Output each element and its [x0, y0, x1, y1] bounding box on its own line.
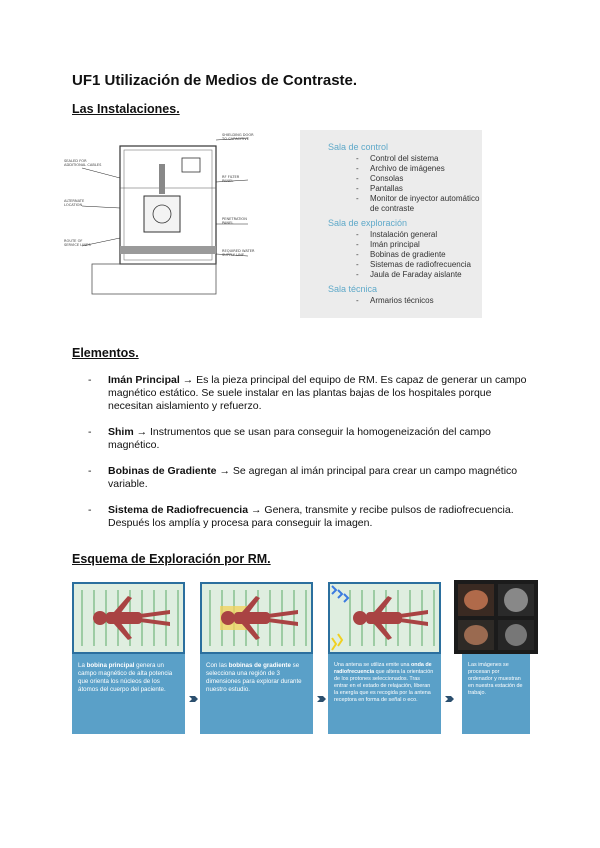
scheme-step-2-image	[200, 582, 313, 654]
svg-text:RF FILTER: RF FILTER	[222, 175, 240, 179]
svg-text:LOCATION: LOCATION	[64, 203, 83, 207]
svg-text:SHIELDING DOOR: SHIELDING DOOR	[222, 133, 254, 137]
list-item: - Sistema de Radiofrecuencia → Genera, transmite y recibe pulsos de radiofrecuencia. Después los amplía y procesa para conseguir la imagen.	[88, 504, 514, 529]
legend-item: - Pantallas	[356, 184, 403, 193]
legend-item: - Bobinas de gradiente	[356, 250, 446, 259]
svg-text:TO CAPACITIVE: TO CAPACITIVE	[222, 137, 250, 141]
legend-item: - Armarios técnicos	[356, 296, 434, 305]
scheme-step-3-text: Una antena se utiliza emite una onda de radiofrecuencia que altera la orientación de los protones seleccionados. Tras entrar en el estado de relajación, liberan la energía que es recogida por la antena receptora en forma de señal o eco.	[328, 654, 441, 734]
arrow-right-icon	[444, 694, 454, 704]
legend-heading-control: Sala de control	[328, 142, 389, 152]
elementos-list	[88, 374, 528, 530]
legend-item: - Sistemas de radiofrecuencia	[356, 260, 471, 269]
legend-item: - Imán principal	[356, 240, 420, 249]
scheme-step-3-image	[328, 582, 441, 654]
legend-item: - Archivo de imágenes	[356, 164, 445, 173]
list-item: - Shim → Instrumentos que se usan para conseguir la homogeneización del campo magnético.	[88, 426, 491, 451]
section-esquema-heading: Esquema de Exploración por RM.	[72, 552, 271, 566]
page-title: UF1 Utilización de Medios de Contraste.	[72, 72, 358, 89]
svg-text:PANEL: PANEL	[222, 221, 234, 225]
workstation-monitor-image	[454, 580, 538, 654]
legend-item: - Jaula de Faraday aislante	[356, 270, 462, 279]
list-item: - Bobinas de Gradiente → Se agregan al imán principal para crear un campo magnético variable.	[88, 465, 518, 490]
svg-text:REQUIRED WATER: REQUIRED WATER	[222, 249, 255, 253]
scheme-step-1-text: La bobina principal genera un campo magnético de alta potencia que orienta los núcleos de los átomos del cuerpo del paciente.	[72, 654, 185, 734]
svg-text:SUPPLY LINE: SUPPLY LINE	[222, 253, 245, 257]
arrow-right-icon	[316, 694, 326, 704]
legend-item: - Control del sistema	[356, 154, 439, 163]
floor-plan-diagram	[62, 128, 276, 298]
legend-item: - Instalación general	[356, 230, 438, 239]
legend-item: - Consolas	[356, 174, 404, 183]
svg-text:ADDITIONAL CABLES: ADDITIONAL CABLES	[64, 163, 102, 167]
svg-text:PENETRATION: PENETRATION	[222, 217, 247, 221]
legend-item: - Monitor de inyector automático de contraste	[356, 194, 480, 213]
svg-text:ROUTE OF: ROUTE OF	[64, 239, 83, 243]
svg-text:SERVICE LINES: SERVICE LINES	[64, 243, 91, 247]
scheme-step-1-image	[72, 582, 185, 654]
arrow-right-icon	[188, 694, 198, 704]
legend-heading-tecnica: Sala técnica	[328, 284, 378, 294]
scheme-step-2-text: Con las bobinas de gradiente se selecciona una región de 3 dimensiones para explorar durante nuestro estudio.	[200, 654, 313, 734]
svg-text:ALTERNATE: ALTERNATE	[64, 199, 85, 203]
scheme-step-4-text: Las imágenes se procesan por ordenador y muestran en nuestra estación de trabajo.	[462, 654, 530, 734]
list-item: - Imán Principal → Es la pieza principal del equipo de RM. Es capaz de generar un campo magnético estático. Se suele instalar en las plantas bajas de los hospitales porque necesitan aislamiento y refuerzo.	[88, 374, 527, 412]
installation-legend	[300, 130, 482, 318]
legend-heading-exploracion: Sala de exploración	[328, 218, 408, 228]
svg-text:PANEL: PANEL	[222, 179, 234, 183]
section-instalaciones-heading: Las Instalaciones.	[72, 102, 180, 116]
svg-text:SEALED FOR: SEALED FOR	[64, 159, 87, 163]
section-elementos-heading: Elementos.	[72, 346, 139, 360]
